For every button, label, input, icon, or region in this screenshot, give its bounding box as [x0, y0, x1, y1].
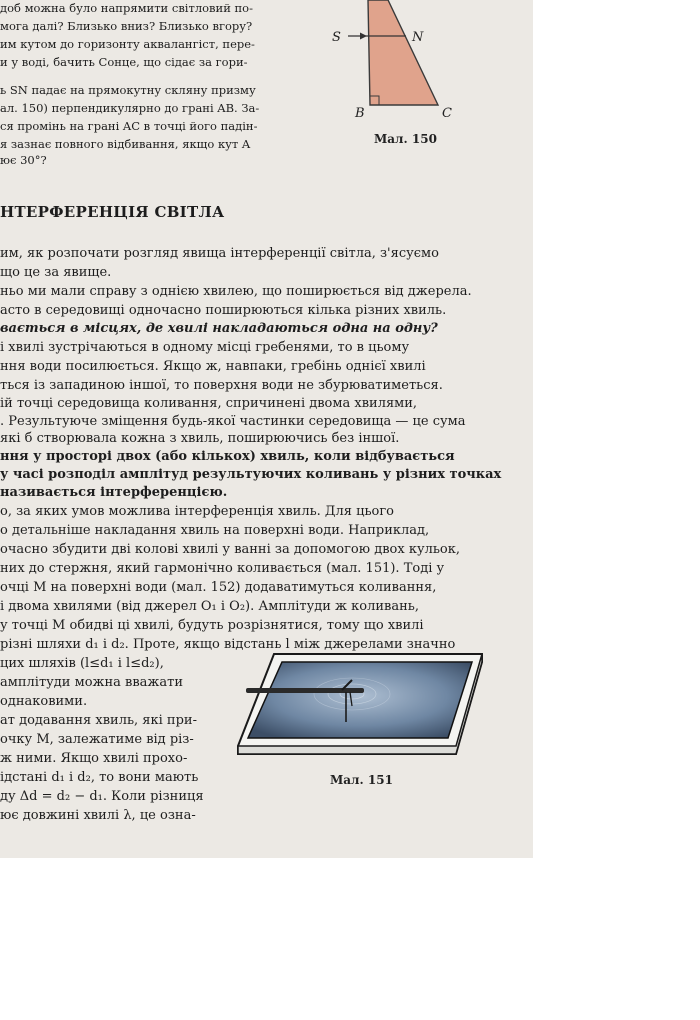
text-line: ює довжині хвилі λ, це озна-: [0, 808, 196, 823]
text-line: і хвилі зустрічаються в одному місці гребенями, то в цьому: [0, 340, 410, 355]
text-line: амплітуди можна вважати: [0, 675, 183, 690]
section-heading: НТЕРФЕРЕНЦІЯ СВІТЛА: [0, 203, 225, 221]
text-line: и у воді, бачить Сонце, що сідає за гори-: [0, 55, 248, 69]
text-line: ж ними. Якщо хвилі прохо-: [0, 751, 188, 766]
definition-line: ння у просторі двох (або кількох) хвиль, коли відбувається: [0, 449, 455, 464]
text-line-question: вається в місцях, де хвилі накладаються одна на одну?: [0, 321, 438, 336]
text-line: ду Δd = d₂ − d₁. Коли різниця: [0, 789, 204, 804]
text-line: ідстані d₁ і d₂, то вони мають: [0, 770, 199, 785]
text-line: доб можна було напрямити світловий по-: [0, 1, 253, 15]
figure-151-ripple-tank: [234, 650, 494, 770]
definition-line: у часі розподіл амплітуд результуючих коливань у різних точках: [0, 467, 502, 482]
text-line: им кутом до горизонту аквалангіст, пере-: [0, 37, 255, 51]
text-line: і двома хвилями (від джерел O₁ і O₂). Амплітуди ж коливань,: [0, 599, 419, 614]
text-line: о детальніше накладання хвиль на поверхні води. Наприклад,: [0, 523, 430, 538]
figure-150-prism: [330, 0, 470, 130]
text-line: них до стержня, який гармонічно коливається (мал. 151). Тоді у: [0, 561, 445, 576]
figure-150-caption: Мал. 150: [374, 132, 437, 146]
text-line: ат додавання хвиль, які при-: [0, 713, 197, 728]
text-line: різні шляхи d₁ і d₂. Проте, якщо відстань l між джерелами значно: [0, 637, 456, 652]
text-line: що це за явище.: [0, 265, 112, 280]
text-line: очасно збудити дві колові хвилі у ванні за допомогою двох кульок,: [0, 542, 461, 557]
label-s: S: [332, 30, 341, 45]
text-line: ює 30°?: [0, 153, 47, 167]
text-line: им, як розпочати розгляд явища інтерференції світла, з'ясуємо: [0, 246, 439, 261]
water-surface: [248, 662, 472, 738]
label-c: C: [442, 106, 452, 121]
label-n: N: [412, 30, 424, 45]
text-line: ь SN падає на прямокутну скляну призму: [0, 83, 256, 97]
text-line: однаковими.: [0, 694, 88, 709]
figure-151-caption: Мал. 151: [330, 773, 393, 787]
prism-triangle: [368, 0, 438, 105]
text-line: ться із западиною іншої, то поверхня води не збурюватиметься.: [0, 378, 443, 393]
label-b: B: [355, 106, 365, 121]
text-line: асто в середовищі одночасно поширюються кілька різних хвиль.: [0, 303, 447, 318]
text-line: ння води посилюється. Якщо ж, навпаки, гребінь однієї хвилі: [0, 359, 426, 374]
definition-line: називається інтерференцією.: [0, 485, 228, 500]
text-line: ій точці середовища коливання, спричинені двома хвилями,: [0, 396, 418, 411]
text-line: цих шляхів (l≤d₁ і l≤d₂),: [0, 656, 164, 671]
text-line: . Результуюче зміщення будь-якої частинки середовища — це сума: [0, 414, 466, 429]
text-line: ньо ми мали справу з однією хвилею, що поширюється від джерела.: [0, 284, 472, 299]
text-line: я зазнає повного відбивання, якщо кут A: [0, 137, 251, 151]
text-line: які б створювала кожна з хвиль, поширюючись без іншої.: [0, 431, 400, 446]
text-line: мога далі? Близько вниз? Близько вгору?: [0, 19, 253, 33]
text-line: ал. 150) перпендикулярно до грані AB. За-: [0, 101, 260, 115]
text-line: ся промінь на грані AC в точці його падін-: [0, 119, 258, 133]
text-line: о, за яких умов можлива інтерференція хвиль. Для цього: [0, 504, 394, 519]
text-line: очку M, залежатиме від різ-: [0, 732, 194, 747]
text-line: у точці M обидві ці хвилі, будуть розрізнятися, тому що хвилі: [0, 618, 424, 633]
ray-arrowhead: [360, 33, 367, 40]
text-line: очці M на поверхні води (мал. 152) додаватимуться коливання,: [0, 580, 437, 595]
